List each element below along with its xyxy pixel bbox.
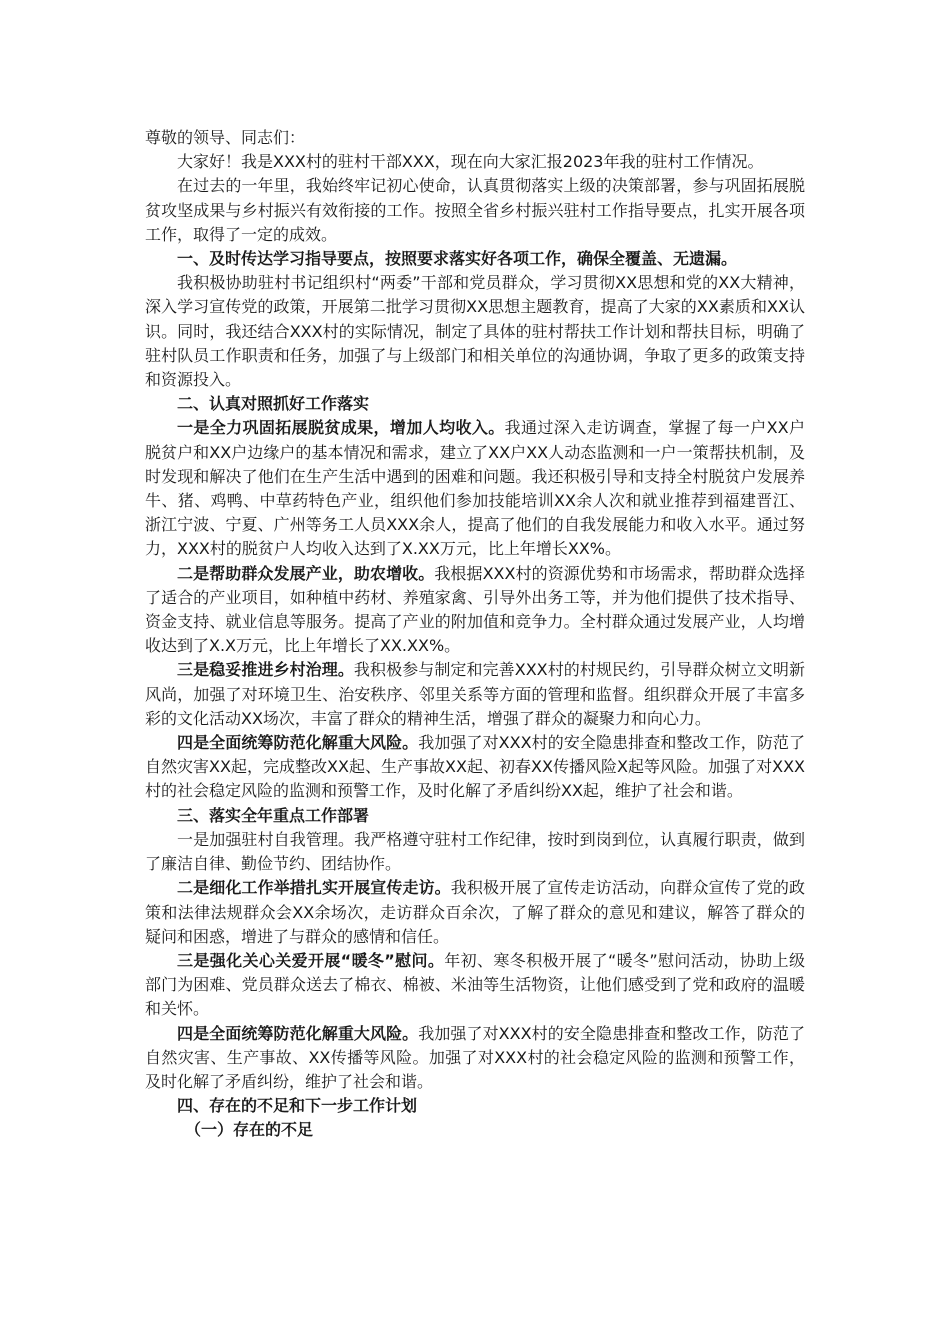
section3-item-1: 一是加强驻村自我管理。我严格遵守驻村工作纪律，按时到岗到位，认真履行职责，做到了廉洁自律、勤俭节约、团结协作。 <box>145 829 805 874</box>
section2-item-4-lead: 四是全面统筹防范化解重大风险。 <box>177 733 419 753</box>
section3-item-3-text: 年初、寒冬积极开展了“暖冬”慰问活动，协助上级部门为困难、党员群众送去了棉衣、棉被、米油等生活物资，让他们感受到了党和政府的温暖和关怀。 <box>145 950 805 1019</box>
section2-item-1-text: 我通过深入走访调查，掌握了每一户XX户脱贫户和XX户边缘户的基本情况和需求，建立了XX户XX人动态监测和一户一策帮扶机制，及时发现和解决了他们在生产生活中遇到的困难和问题。我还积极引导和支持全村脱贫户发展养牛、猪、鸡鸭、中草药特色产业，组织他们参加技能培训XX余人次和就业推荐到福建晋江、浙江宁波、宁夏、广州等务工人员XXX余人，提高了他们的自我发展能力和收入水平。通过努力，XXX村的脱贫户人均收入达到了X.XX万元，比上年增长XX%。 <box>145 418 805 559</box>
section3-item-4-lead: 四是全面统筹防范化解重大风险。 <box>177 1023 419 1043</box>
section4-subheading: （一）存在的不足 <box>185 1120 314 1140</box>
section2-item-3-text: 我积极参与制定和完善XXX村的村规民约，引导群众树立文明新风尚，加强了对环境卫生、治安秩序、邻里关系等方面的管理和监督。组织群众开展了丰富多彩的文化活动XX场次，丰富了群众的精神生活，增强了群众的凝聚力和向心力。 <box>145 660 805 728</box>
section2-item-4-text: 我加强了对XXX村的安全隐患排查和整改工作，防范了自然灾害XX起，完成整改XX起、生产事故XX起、初春XX传播风险X起等风险。加强了对XXX村的社会稳定风险的监测和预警工作，及时化解了矛盾纠纷XX起，维护了社会和谐。 <box>145 733 805 801</box>
section2-item-2-lead: 二是帮助群众发展产业，助农增收。 <box>177 563 435 583</box>
section2-item-3-lead: 三是稳妥推进乡村治理。 <box>177 660 354 680</box>
section3-item-4-text: 我加强了对XXX村的安全隐患排查和整改工作，防范了自然灾害、生产事故、XX传播等风险。加强了对XXX村的社会稳定风险的监测和预警工作，及时化解了矛盾纠纷，维护了社会和谐。 <box>145 1023 805 1091</box>
document-body <box>145 126 805 1143</box>
section4-heading: 四、存在的不足和下一步工作计划 <box>177 1096 418 1116</box>
section3-item-2 <box>145 876 805 949</box>
section1-heading: 一、及时传达学习指导要点，按照要求落实好各项工作，确保全覆盖、无遗漏。 <box>177 249 738 269</box>
section1-body: 我积极协助驻村书记组织村“两委”干部和党员群众，学习贯彻XX思想和党的XX大精神，深入学习宣传党的政策，开展第二批学习贯彻XX思想主题教育，提高了大家的XX素质和XX认识。同时，我还结合XXX村的实际情况，制定了具体的驻村帮扶工作计划和帮扶目标，明确了驻村队员工作职责和任务，加强了与上级部门和相关单位的沟通协调，争取了更多的政策支持和资源投入。 <box>145 273 805 390</box>
section2-item-2 <box>145 562 805 659</box>
section2-heading: 二、认真对照抓好工作落实 <box>177 394 370 414</box>
section2-item-2-text: 我根据XXX村的资源优势和市场需求，帮助群众选择了适合的产业项目，如种植中药材、养殖家禽、引导外出务工等，并为他们提供了技术指导、资金支持、就业信息等服务。提高了产业的附加值和竞争力。全村群众通过发展产业，人均增收达到了X.X万元，比上年增长了XX.XX%。 <box>145 563 805 656</box>
salutation: 尊敬的领导、同志们： <box>145 128 306 147</box>
intro-paragraph-2: 在过去的一年里，我始终牢记初心使命，认真贯彻落实上级的决策部署，参与巩固拓展脱贫攻坚成果与乡村振兴有效衔接的工作。按照全省乡村振兴驻村工作指导要点，扎实开展各项工作，取得了一定的成效。 <box>145 176 805 244</box>
section2-item-1-lead: 一是全力巩固拓展脱贫成果，增加人均收入。 <box>177 418 505 438</box>
section3-item-2-lead: 二是细化工作举措扎实开展宣传走访。 <box>177 878 451 898</box>
section3-item-4 <box>145 1022 805 1095</box>
intro-paragraph-1: 大家好！我是XXX村的驻村干部XXX，现在向大家汇报2023年我的驻村工作情况。 <box>177 152 764 172</box>
section3-item-3-lead: 三是强化关心关爱开展“暖冬”慰问。 <box>177 950 445 970</box>
section2-item-1 <box>145 416 805 561</box>
section3-item-3 <box>145 949 805 1022</box>
section2-item-3 <box>145 658 805 731</box>
section2-item-4 <box>145 731 805 804</box>
section3-heading: 三、落实全年重点工作部署 <box>177 805 370 825</box>
section3-item-2-text: 我积极开展了宣传走访活动，向群众宣传了党的政策和法律法规群众会XX余场次，走访群众百余次，了解了群众的意见和建议，解答了群众的疑问和困惑，增进了与群众的感情和信任。 <box>145 878 805 946</box>
